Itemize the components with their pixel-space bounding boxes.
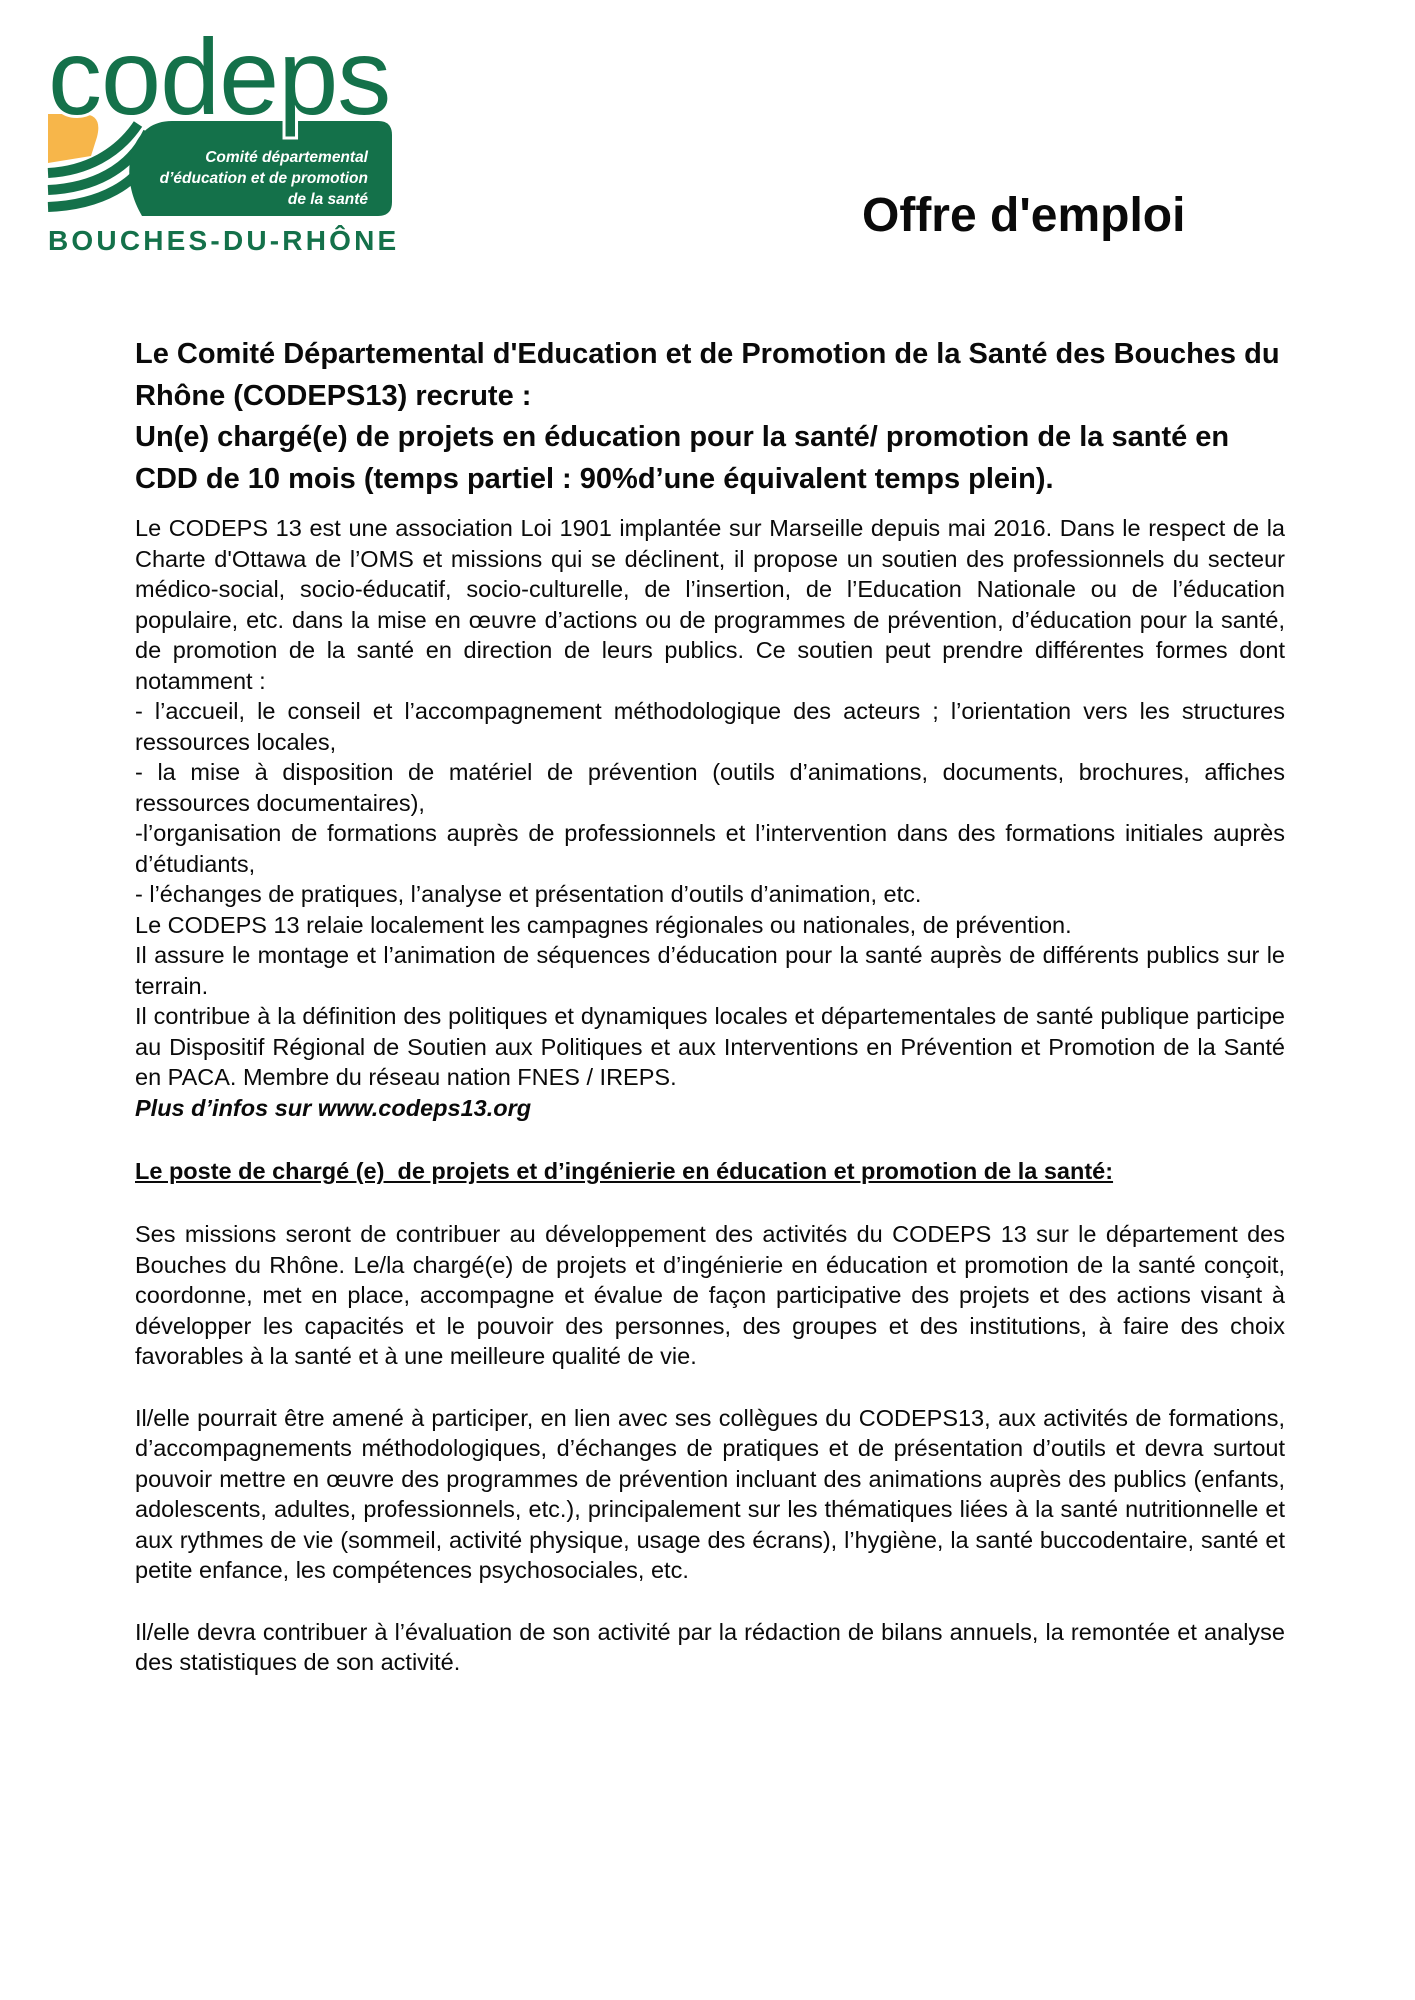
support-item-formations: -l’organisation de formations auprès de professionnels et l’intervention dans des formations initiales auprès d’étudiants,: [135, 820, 1285, 877]
intro-heading-recruiter: Le Comité Départemental d'Education et de Promotion de la Santé des Bouches du Rhône (CODEPS13) recrute :: [135, 338, 1280, 412]
document-content: [135, 334, 1285, 1678]
logo-wordmark: codeps: [48, 26, 391, 137]
support-item-materiel: - la mise à disposition de matériel de prévention (outils d’animations, documents, brochures, affiches ressources documentaires),: [135, 759, 1285, 816]
page-title: Offre d'emploi: [862, 189, 1186, 242]
logo-banner-line1: Comité départemental: [205, 149, 368, 166]
intro-heading: [135, 334, 1285, 500]
logo-banner-line2: d’éducation et de promotion: [159, 170, 368, 187]
paragraph-gap: [135, 1372, 1285, 1403]
paragraph-gap: [135, 1586, 1285, 1617]
logo-banner-line3: de la santé: [287, 191, 368, 208]
position-section-header: Le poste de chargé (e) de projets et d’ingénierie en éducation et promotion de la santé:: [135, 1158, 1114, 1184]
campaigns-paragraph: Le CODEPS 13 relaie localement les campagnes régionales ou nationales, de prévention.: [135, 911, 1072, 938]
intro-heading-position: Un(e) chargé(e) de projets en éducation pour la santé/ promotion de la santé en CDD de 10 mois (temps partiel : 90%d’une équivalent temps plein).: [135, 421, 1230, 495]
support-item-accueil: - l’accueil, le conseil et l’accompagnement méthodologique des acteurs ; l’orientation vers les structures ressources locales,: [135, 698, 1285, 755]
activities-paragraph: Il/elle pourrait être amené à participer, en lien avec ses collègues du CODEPS13, aux activités de formations, d’accompagnements méthodologiques, d’échanges de pratiques et de présentation d’outils et devra surtout pouvoir mettre en œuvre des programmes de prévention incluant des animations auprès des publics (enfants, adolescents, adultes, professionnels, etc.), principalement sur les thématiques liées à la santé nutritionnelle et aux rythmes de vie (sommeil, activité physique, usage des écrans), l’hygiène, la santé buccodentaire, santé et petite enfance, les compétences psychosociales, etc.: [135, 1404, 1285, 1583]
section-gap: [135, 1123, 1285, 1154]
missions-paragraph: Ses missions seront de contribuer au développement des activités du CODEPS 13 sur le département des Bouches du Rhône. Le/la chargé(e) de projets et d’ingénierie en éducation et promotion de la santé conçoit, coordonne, met en place, accompagne et évalue de façon participative des projets et des actions visant à développer les capacités et le pouvoir des personnes, des groupes et des institutions, à faire des choix favorables à la santé et à une meilleure qualité de vie.: [135, 1221, 1285, 1369]
evaluation-paragraph: Il/elle devra contribuer à l’évaluation de son activité par la rédaction de bilans annuels, la remontée et analyse des statistiques de son activité.: [135, 1618, 1285, 1675]
section-gap: [135, 1188, 1285, 1219]
association-presentation: Le CODEPS 13 est une association Loi 1901 implantée sur Marseille depuis mai 2016. Dans le respect de la Charte d'Ottawa de l’OMS et missions qui se déclinent, il propose un soutien des professionnels du secteur médico-social, socio-éducatif, socio-culturelle, de l’insertion, de l’Education Nationale ou de l’éducation populaire, etc. dans la mise en œuvre d’actions ou de programmes de prévention, d’éducation pour la santé, de promotion de la santé en direction de leurs publics. Ce soutien peut prendre différentes formes dont notamment :: [135, 515, 1285, 694]
logo-region-label: BOUCHES-DU-RHÔNE: [48, 225, 400, 256]
codeps-logo: [42, 26, 400, 266]
politiques-paragraph: Il contribue à la définition des politiques et dynamiques locales et départementales de santé publique participe au Dispositif Régional de Soutien aux Politiques et aux Interventions en Prévention et Promotion de la Santé en PACA. Membre du réseau nation FNES / IREPS.: [135, 1003, 1285, 1090]
support-item-echanges: - l’échanges de pratiques, l’analyse et présentation d’outils d’animation, etc.: [135, 881, 922, 907]
more-info-line: Plus d’infos sur www.codeps13.org: [135, 1094, 532, 1121]
montage-paragraph: Il assure le montage et l’animation de séquences d’éducation pour la santé auprès de différents publics sur le terrain.: [135, 942, 1285, 999]
